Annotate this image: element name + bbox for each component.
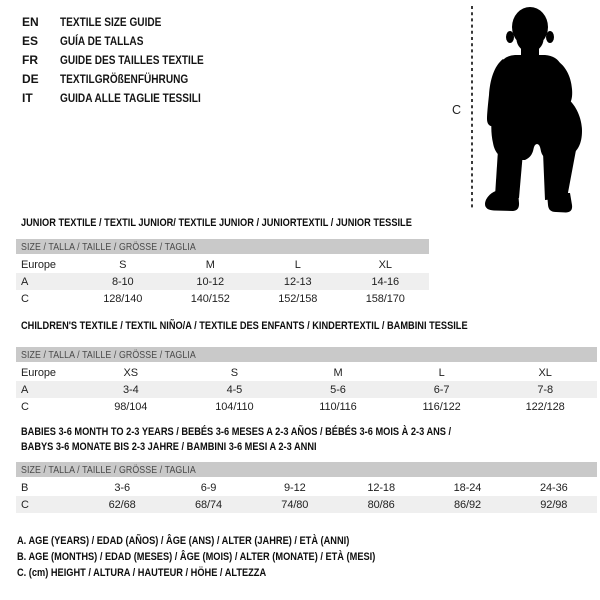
language-row (22, 50, 231, 69)
table-cell: 12-18 (367, 481, 395, 494)
guide-title: GUIDE DES TAILLES TEXTILE (60, 52, 204, 67)
table-cell: 98/104 (114, 400, 148, 413)
table-cell: 4-5 (226, 383, 243, 396)
table-row (16, 496, 597, 513)
row-label: C (21, 292, 29, 305)
row-label: C (21, 400, 29, 413)
table-cell: 24-36 (539, 481, 568, 494)
children-table-title (21, 320, 553, 332)
table-row (16, 273, 429, 290)
table-cell: L (294, 258, 301, 271)
table-cell: 8-10 (111, 275, 134, 288)
table-cell: 68/74 (194, 498, 222, 511)
size-header-bar (16, 462, 597, 477)
table-row (16, 479, 597, 496)
babies-table-title-text2: BABYS 3-6 MONATE BIS 2-3 JAHRE / BAMBINI 3-6 MESI A 2-3 ANNI (21, 441, 317, 453)
table-row (16, 256, 429, 273)
babies-table-title-line1 (21, 426, 533, 438)
legend-line-c-text: C. (cm) HEIGHT / ALTURA / HAUTEUR / HÖHE / ALTEZZA (17, 567, 267, 579)
guide-title: TEXTILGRÖßENFÜHRUNG (60, 71, 189, 86)
guide-title: GUÍA DE TALLAS (60, 33, 144, 48)
table-cell: XS (123, 366, 139, 379)
table-cell: 152/158 (278, 292, 318, 305)
row-label: Europe (21, 258, 56, 271)
language-row (22, 31, 231, 50)
row-label: B (21, 481, 29, 494)
table-cell: L (438, 366, 445, 379)
children-size-table (16, 347, 597, 415)
table-cell: XL (538, 366, 552, 379)
size-header-label: SIZE / TALLA / TAILLE / GRÖSSE / TAGLIA (21, 240, 196, 253)
children-table-title-text: CHILDREN'S TEXTILE / TEXTIL NIÑO/A / TEXTILE DES ENFANTS / KINDERTEXTIL / BAMBINI TESSILE (21, 320, 468, 332)
table-cell: 3-6 (114, 481, 130, 494)
language-title-list (22, 12, 231, 107)
legend-line-c (17, 567, 444, 583)
table-cell: 10-12 (196, 275, 225, 288)
table-cell: 7-8 (537, 383, 553, 396)
guide-title: TEXTILE SIZE GUIDE (60, 14, 162, 29)
table-cell: 62/68 (108, 498, 136, 511)
table-cell: 158/170 (365, 292, 405, 305)
guide-title: GUIDA ALLE TAGLIE TESSILI (60, 90, 201, 105)
language-code: ES (22, 33, 39, 48)
table-cell: 3-4 (122, 383, 139, 396)
table-cell: 18-24 (453, 481, 482, 494)
table-cell: 5-6 (330, 383, 346, 396)
table-cell: 86/92 (453, 498, 481, 511)
size-header-bar (16, 239, 429, 254)
table-row (16, 398, 597, 415)
table-cell: S (230, 366, 239, 379)
table-row (16, 290, 429, 307)
table-cell: 14-16 (371, 275, 400, 288)
row-label: C (21, 498, 29, 511)
legend-notes (17, 535, 444, 583)
toddler-silhouette-image (482, 2, 598, 214)
table-cell: S (119, 258, 127, 271)
table-cell: 104/110 (215, 400, 254, 413)
row-label: A (21, 275, 29, 288)
table-row (16, 381, 597, 398)
table-cell: 122/128 (525, 400, 565, 413)
language-row (22, 69, 231, 88)
height-marker-label: C (452, 103, 462, 117)
table-cell: 74/80 (281, 498, 309, 511)
row-label: Europe (21, 366, 56, 379)
legend-line-b-text: B. AGE (MONTHS) / EDAD (MESES) / ÂGE (MOIS) / ALTER (MONATE) / ETÀ (MESI) (17, 551, 376, 563)
legend-line-a-text: A. AGE (YEARS) / EDAD (AÑOS) / ÂGE (ANS) / ALTER (JAHRE) / ETÀ (ANNI) (17, 535, 350, 547)
table-cell: 140/152 (190, 292, 230, 305)
language-code: IT (22, 90, 33, 105)
table-cell: 12-13 (283, 275, 312, 288)
babies-table-title-text1: BABIES 3-6 MONTH TO 2-3 YEARS / BEBÉS 3-6 MESES A 2-3 AÑOS / BÉBÉS 3-6 MOIS À 2-3 ANS / (21, 426, 452, 438)
size-header-label: SIZE / TALLA / TAILLE / GRÖSSE / TAGLIA (21, 463, 196, 476)
language-row (22, 12, 231, 31)
height-measure-dashed-line (470, 6, 474, 210)
table-cell: 6-9 (200, 481, 217, 494)
table-cell: 80/86 (367, 498, 395, 511)
babies-table-title-line2 (21, 441, 373, 453)
table-cell: 92/98 (540, 498, 568, 511)
language-code: FR (22, 52, 38, 67)
language-code: DE (22, 71, 39, 86)
table-cell: 9-12 (284, 481, 306, 494)
junior-table-title (21, 217, 486, 229)
table-cell: 110/116 (319, 400, 357, 413)
table-row (16, 364, 597, 381)
junior-table-title-text: JUNIOR TEXTILE / TEXTIL JUNIOR/ TEXTILE JUNIOR / JUNIORTEXTIL / JUNIOR TESSILE (21, 217, 412, 229)
legend-line-a (17, 535, 444, 551)
table-cell: XL (378, 258, 392, 271)
table-cell: M (333, 366, 343, 379)
babies-size-table (16, 462, 597, 513)
size-header-bar (16, 347, 597, 362)
table-cell: 128/140 (103, 292, 143, 305)
table-cell: M (205, 258, 215, 271)
table-cell: 116/122 (422, 400, 461, 413)
size-header-label: SIZE / TALLA / TAILLE / GRÖSSE / TAGLIA (21, 348, 196, 361)
legend-line-b (17, 551, 444, 567)
language-code: EN (22, 14, 39, 29)
row-label: A (21, 383, 29, 396)
language-row (22, 88, 231, 107)
junior-size-table (16, 239, 429, 307)
table-cell: 6-7 (433, 383, 450, 396)
